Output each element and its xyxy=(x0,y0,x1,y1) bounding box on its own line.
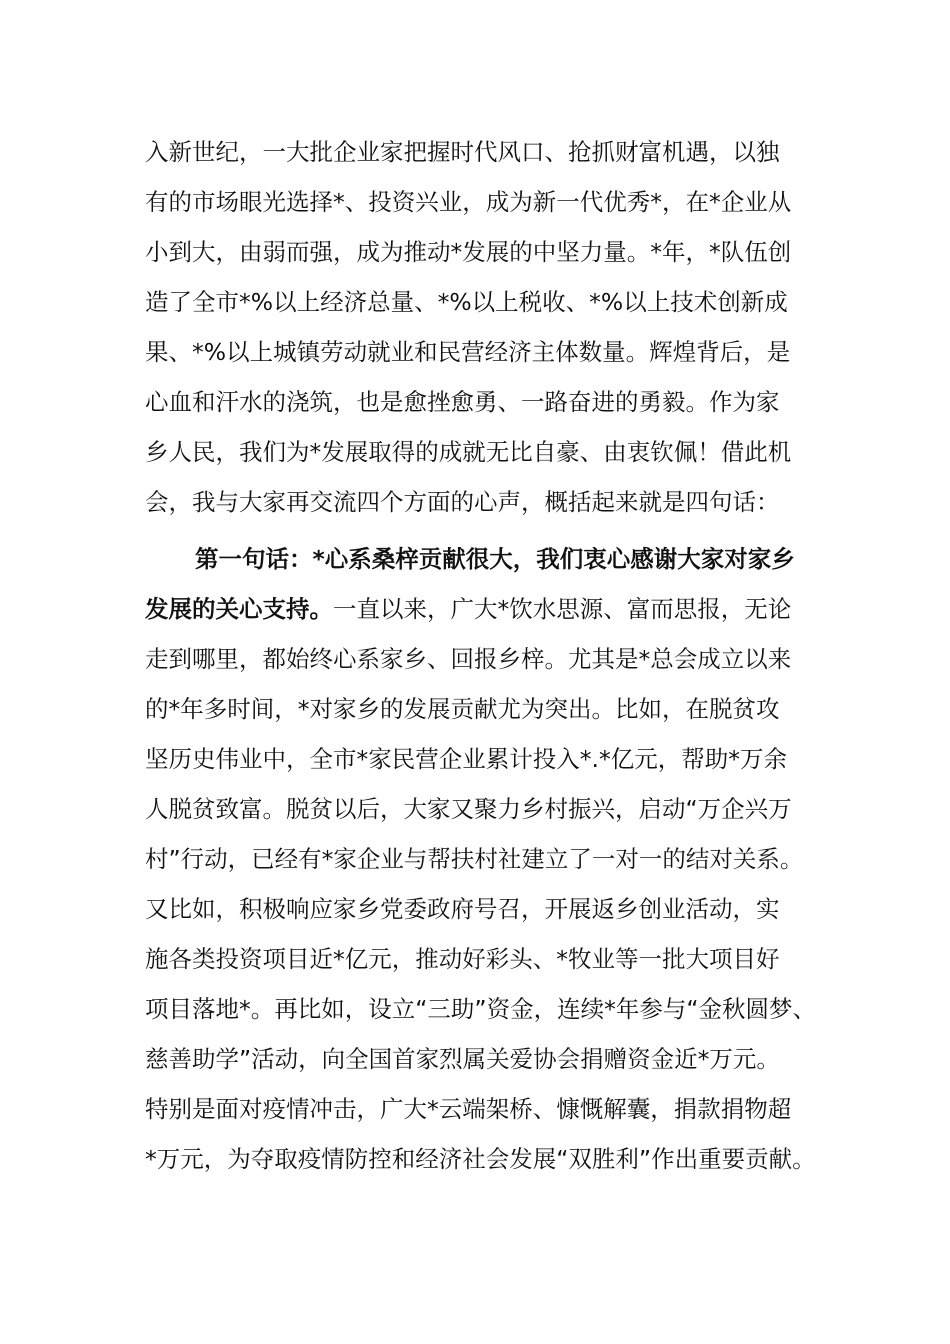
text-line: 施各类投资项目近*亿元，推动好彩头、*牧业等一批大项目好 xyxy=(145,945,780,973)
text-line: 特别是面对疫情冲击，广大*云端架桥、慷慨解囊，捐款捐物超 xyxy=(145,1095,792,1123)
text-line: 又比如，积极响应家乡党委政府号召，开展返乡创业活动，实 xyxy=(145,895,780,923)
text-line: 果、*%以上城镇劳动就业和民营经济主体数量。辉煌背后，是 xyxy=(145,338,791,366)
text-line: 会，我与大家再交流四个方面的心声，概括起来就是四句话： xyxy=(145,488,780,516)
text-line xyxy=(145,584,810,634)
text-line: 造了全市*%以上经济总量、*%以上税收、*%以上技术创新成 xyxy=(145,288,788,316)
text-line: 有的市场眼光选择*、投资兴业，成为新一代优秀*，在*企业从 xyxy=(145,188,792,216)
text-line: 坚历史伟业中，全市*家民营企业累计投入*.*亿元，帮助*万余 xyxy=(145,745,787,773)
text-line: 乡人民，我们为*发展取得的成就无比自豪、由衷钦佩！借此机 xyxy=(145,438,792,466)
text-line: 小到大，由弱而强，成为推动*发展的中坚力量。*年，*队伍创 xyxy=(145,238,792,266)
paragraph-2 xyxy=(145,534,817,1184)
paragraph-1 xyxy=(145,127,810,527)
text-line: 项目落地*。再比如，设立“三助”资金，连续*年参与“金秋圆梦、 xyxy=(145,995,817,1023)
text-line: 走到哪里，都始终心系家乡、回报乡梓。尤其是*总会成立以来 xyxy=(145,645,792,673)
text-line: 慈善助学”活动，向全国首家烈属关爱协会捐赠资金近*万元。 xyxy=(145,1045,780,1073)
text-span: 一直以来，广大*饮水思源、富而思报，无论 xyxy=(333,595,792,623)
text-line: 入新世纪，一大批企业家把握时代风口、抢抓财富机遇，以独 xyxy=(145,138,780,166)
text-line: *万元，为夺取疫情防控和经济社会发展“双胜利”作出重要贡献。 xyxy=(145,1145,816,1173)
text-line: 的*年多时间，*对家乡的发展贡献尤为突出。比如，在脱贫攻 xyxy=(145,695,780,723)
section-heading-tail: 发展的关心支持。 xyxy=(145,595,333,623)
section-heading-line: 第一句话：*心系桑梓贡献很大，我们衷心感谢大家对家乡 xyxy=(195,545,795,573)
body-text xyxy=(145,127,817,1184)
text-line: 人脱贫致富。脱贫以后，大家又聚力乡村振兴，启动“万企兴万 xyxy=(145,795,792,823)
text-line: 心血和汗水的浇筑，也是愈挫愈勇、一路奋进的勇毅。作为家 xyxy=(145,388,780,416)
text-line: 村”行动，已经有*家企业与帮扶村社建立了一对一的结对关系。 xyxy=(145,845,804,873)
